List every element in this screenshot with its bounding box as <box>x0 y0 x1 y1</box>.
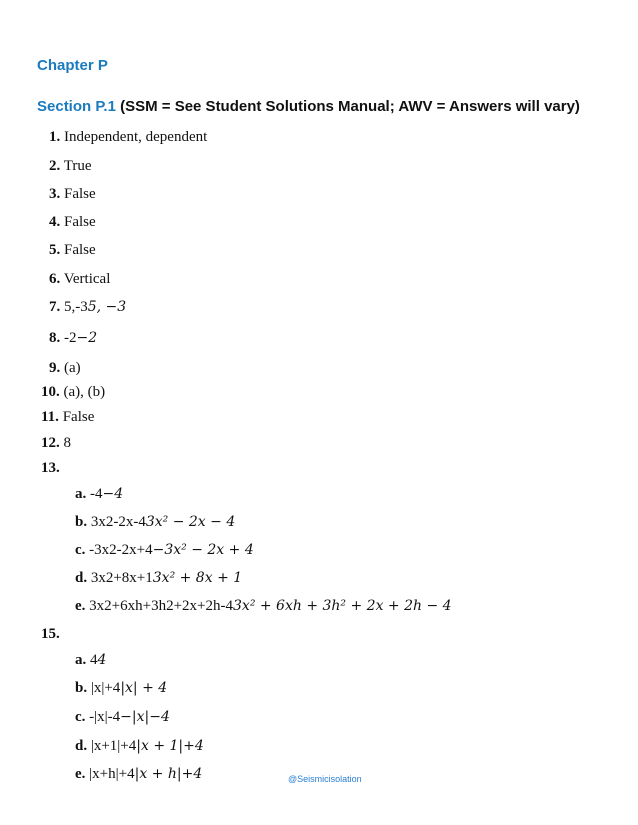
item-text: 3x2-2x-4 <box>90 514 146 530</box>
item-number: 3. <box>49 186 61 202</box>
item-number: b. <box>75 680 88 696</box>
item-number: e. <box>75 766 86 782</box>
item-number: 13. <box>41 460 60 476</box>
item-number: 11. <box>41 409 59 425</box>
item-math: 3x² − 2x − 4 <box>145 514 236 530</box>
item-text: False <box>62 409 95 425</box>
item-number: b. <box>75 514 88 530</box>
item-text: Vertical <box>63 271 111 287</box>
item-text: True <box>63 158 92 174</box>
item-number: d. <box>75 738 88 754</box>
item-text: 5,-3 <box>64 299 88 315</box>
item-text: -|x|-4 <box>89 709 121 725</box>
sub-item <box>75 766 202 783</box>
answer-item <box>49 186 96 203</box>
item-text: -2 <box>64 330 77 346</box>
answer-item <box>49 129 207 146</box>
item-number: c. <box>75 709 86 725</box>
sub-item <box>75 652 106 669</box>
item-number: 5. <box>49 242 61 258</box>
answer-item <box>41 460 60 477</box>
sub-item <box>75 514 235 531</box>
answer-item <box>41 435 71 452</box>
item-math: |x + 1|+4 <box>136 738 204 754</box>
item-math: 5, −3 <box>87 299 127 315</box>
item-number: 12. <box>41 435 60 451</box>
sub-item <box>75 486 123 503</box>
item-number: 4. <box>49 214 61 230</box>
answer-item <box>41 626 60 643</box>
item-text: False <box>64 186 96 202</box>
item-text: -3x2-2x+4 <box>89 542 153 558</box>
item-number: d. <box>75 570 88 586</box>
answer-item <box>49 330 97 347</box>
item-number: c. <box>75 542 86 558</box>
item-number: 15. <box>41 626 60 642</box>
item-number: 1. <box>49 129 61 145</box>
item-number: e. <box>75 598 86 614</box>
item-number: 10. <box>41 384 60 400</box>
item-text: |x+1|+4 <box>90 738 137 754</box>
item-math: 3x² + 8x + 1 <box>152 570 243 586</box>
item-number: 6. <box>49 271 61 287</box>
item-math: |x + h|+4 <box>134 766 203 782</box>
item-text: -4 <box>90 486 103 502</box>
item-number: 8. <box>49 330 61 346</box>
item-text: (a) <box>64 360 81 376</box>
item-text: 3x2+8x+1 <box>90 570 153 586</box>
item-math: −|x|−4 <box>120 709 170 725</box>
sub-item <box>75 738 204 755</box>
answer-item <box>41 384 105 401</box>
item-text: |x|+4 <box>90 680 121 696</box>
answer-item <box>49 214 96 231</box>
section-note: (SSM = See Student Solutions Manual; AWV = Answers will vary) <box>120 98 580 115</box>
section-heading <box>37 98 580 115</box>
item-number: a. <box>75 486 87 502</box>
item-math: −4 <box>102 486 124 502</box>
item-number: 7. <box>49 299 61 315</box>
item-text: 3x2+6xh+3h2+2x+2h-4 <box>89 598 234 614</box>
sub-item <box>75 598 452 615</box>
item-math: −3x² − 2x + 4 <box>152 542 254 558</box>
watermark: @Seismicisolation <box>288 774 362 784</box>
item-text: (a), (b) <box>63 384 106 400</box>
item-number: a. <box>75 652 87 668</box>
sub-item <box>75 709 170 726</box>
sub-item <box>75 570 242 587</box>
sub-item <box>75 542 254 559</box>
item-text: 4 <box>90 652 98 668</box>
item-text: False <box>64 242 96 258</box>
answer-item <box>41 409 94 426</box>
answer-item <box>49 360 81 377</box>
item-math: 4 <box>97 652 107 668</box>
item-text: Independent, dependent <box>64 129 208 145</box>
answer-item <box>49 299 126 316</box>
item-number: 9. <box>49 360 61 376</box>
item-math: 3x² + 6xh + 3h² + 2x + 2h − 4 <box>233 598 452 614</box>
item-number: 2. <box>49 158 61 174</box>
answer-item <box>49 271 110 288</box>
item-text: False <box>64 214 96 230</box>
item-math: |x| + 4 <box>120 680 168 696</box>
answer-item <box>49 158 92 175</box>
sub-item <box>75 680 167 697</box>
answer-item <box>49 242 96 259</box>
item-text: 8 <box>63 435 71 451</box>
chapter-title: Chapter P <box>37 57 108 74</box>
item-text: |x+h|+4 <box>89 766 135 782</box>
section-label: Section P.1 <box>37 98 116 115</box>
item-math: −2 <box>76 330 98 346</box>
